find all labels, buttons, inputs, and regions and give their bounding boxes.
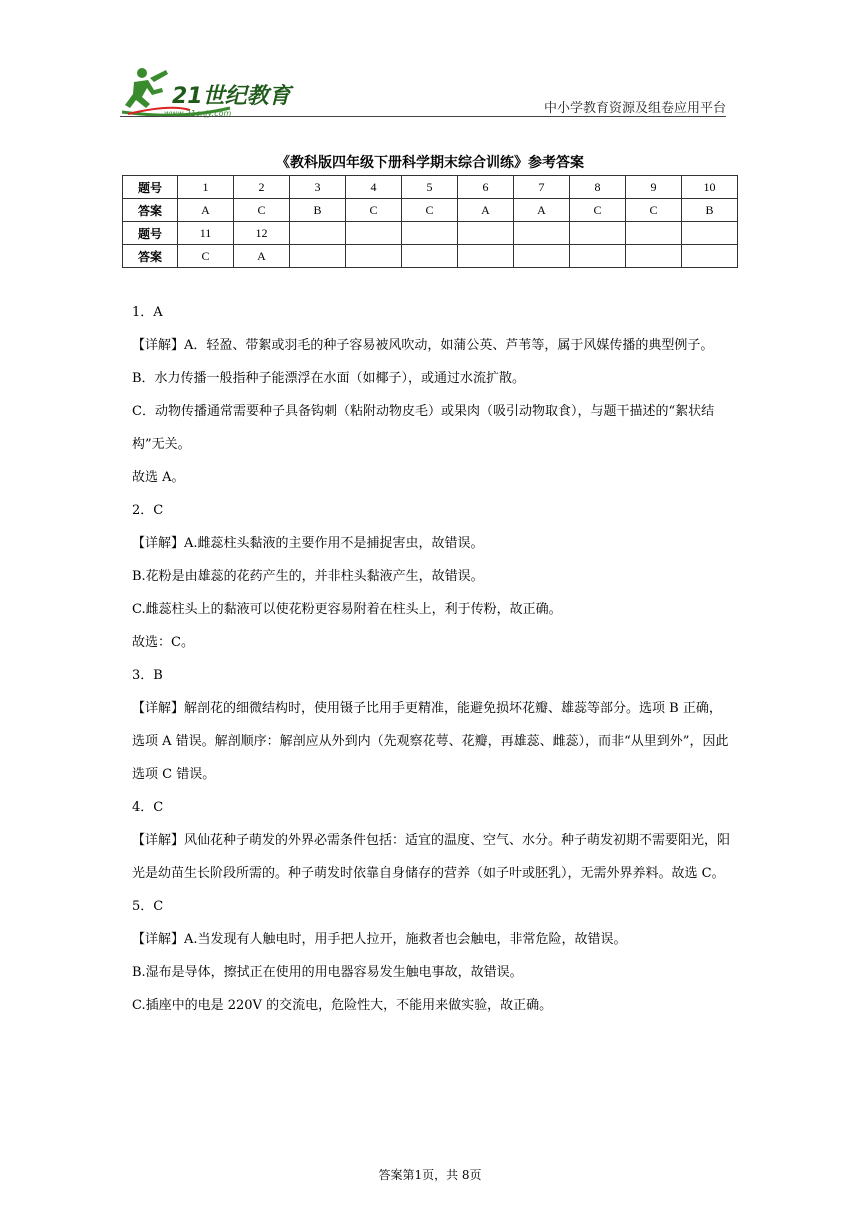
answer-cell xyxy=(346,245,402,268)
question-number-cell: 10 xyxy=(682,176,738,199)
paragraph: 2．C xyxy=(132,503,164,518)
row-label: 题号 xyxy=(123,176,178,199)
question-number-cell: 12 xyxy=(234,222,290,245)
question-number-cell: 5 xyxy=(402,176,458,199)
question-number-cell: 7 xyxy=(514,176,570,199)
paragraph: B．水力传播一般指种子能漂浮在水面（如椰子），或通过水流扩散。 xyxy=(132,371,526,386)
answer-cell xyxy=(290,245,346,268)
paragraph: 3．B xyxy=(132,668,163,683)
paragraph: 故选：C。 xyxy=(132,635,194,650)
question-number-cell: 8 xyxy=(570,176,626,199)
answer-cell: A xyxy=(178,199,234,222)
answer-cell: B xyxy=(682,199,738,222)
logo-21cnjy xyxy=(120,64,320,118)
paragraph: 1．A xyxy=(132,305,163,320)
question-number-cell xyxy=(458,222,514,245)
paragraph: C.雌蕊柱头上的黏液可以使花粉更容易附着在柱头上，利于传粉，故正确。 xyxy=(132,602,562,617)
paragraph: 【详解】解剖花的细微结构时，使用镊子比用手更精准，能避免损坏花瓣、雄蕊等部分。选项 B 正确，选项 A 错误。解剖顺序：解剖应从外到内（先观察花萼、花瓣，再雄蕊、雌蕊），而非“从里到外”，因此选项 C 错误。 xyxy=(132,701,729,782)
paragraph: 故选 A。 xyxy=(132,470,185,485)
answer-cell: C xyxy=(178,245,234,268)
answer-cell xyxy=(458,245,514,268)
paragraph: 【详解】风仙花种子萌发的外界必需条件包括：适宜的温度、空气、水分。种子萌发初期不需要阳光，阳光是幼苗生长阶段所需的。种子萌发时依靠自身储存的营养（如子叶或胚乳），无需外界养料。故选 C。 xyxy=(132,833,731,881)
answer-cell xyxy=(682,245,738,268)
answer-cell xyxy=(402,245,458,268)
answer-cell: A xyxy=(514,199,570,222)
answer-cell xyxy=(514,245,570,268)
document-title: 《教科版四年级下册科学期末综合训练》参考答案 xyxy=(276,155,584,171)
logo-text: 21世纪教育 xyxy=(172,84,291,109)
question-number-cell xyxy=(514,222,570,245)
question-number-cell: 4 xyxy=(346,176,402,199)
answer-cell xyxy=(626,245,682,268)
answer-cell: B xyxy=(290,199,346,222)
table-row xyxy=(123,199,738,222)
question-number-cell xyxy=(290,222,346,245)
paragraph: 【详解】A．轻盈、带絮或羽毛的种子容易被风吹动，如蒲公英、芦苇等，属于风媒传播的典型例子。 xyxy=(132,338,714,353)
paragraph: C．动物传播通常需要种子具备钩刺（粘附动物皮毛）或果肉（吸引动物取食），与题干描述的“絮状结构”无关。 xyxy=(132,404,715,452)
paragraph: 5．C xyxy=(132,899,164,914)
answer-cell: A xyxy=(458,199,514,222)
answer-cell: C xyxy=(570,199,626,222)
question-number-cell xyxy=(570,222,626,245)
answer-cell xyxy=(570,245,626,268)
answer-cell: C xyxy=(234,199,290,222)
answer-cell: C xyxy=(346,199,402,222)
question-number-cell: 2 xyxy=(234,176,290,199)
row-label: 题号 xyxy=(123,222,178,245)
logo-url: www.21cnjy.com xyxy=(164,109,232,118)
table-row xyxy=(123,222,738,245)
question-number-cell xyxy=(626,222,682,245)
page-footer: 答案第1页，共 8页 xyxy=(378,1168,482,1182)
row-label: 答案 xyxy=(123,245,178,268)
question-number-cell: 9 xyxy=(626,176,682,199)
answer-table xyxy=(122,175,738,268)
answer-cell: C xyxy=(626,199,682,222)
paragraph: 【详解】A.雌蕊柱头黏液的主要作用不是捕捉害虫，故错误。 xyxy=(132,536,484,551)
platform-name: 中小学教育资源及组卷应用平台 xyxy=(543,101,726,116)
paragraph: 4．C xyxy=(132,800,164,815)
question-number-cell xyxy=(402,222,458,245)
answer-cell: C xyxy=(402,199,458,222)
row-label: 答案 xyxy=(123,199,178,222)
paragraph: B.花粉是由雄蕊的花药产生的，并非柱头黏液产生，故错误。 xyxy=(132,569,484,584)
table-row xyxy=(123,245,738,268)
paragraph: B.湿布是导体，擦拭正在使用的用电器容易发生触电事故，故错误。 xyxy=(132,965,523,980)
table-row xyxy=(123,176,738,199)
question-number-cell: 3 xyxy=(290,176,346,199)
question-number-cell xyxy=(682,222,738,245)
question-number-cell xyxy=(346,222,402,245)
question-number-cell: 6 xyxy=(458,176,514,199)
answer-cell: A xyxy=(234,245,290,268)
question-number-cell: 11 xyxy=(178,222,234,245)
question-number-cell: 1 xyxy=(178,176,234,199)
paragraph: 【详解】A.当发现有人触电时，用手把人拉开，施救者也会触电，非常危险，故错误。 xyxy=(132,932,627,947)
header-divider xyxy=(120,116,726,117)
page-header xyxy=(120,60,726,118)
paragraph: C.插座中的电是 220V 的交流电，危险性大，不能用来做实验，故正确。 xyxy=(132,998,553,1013)
answer-explanations xyxy=(132,296,732,1022)
